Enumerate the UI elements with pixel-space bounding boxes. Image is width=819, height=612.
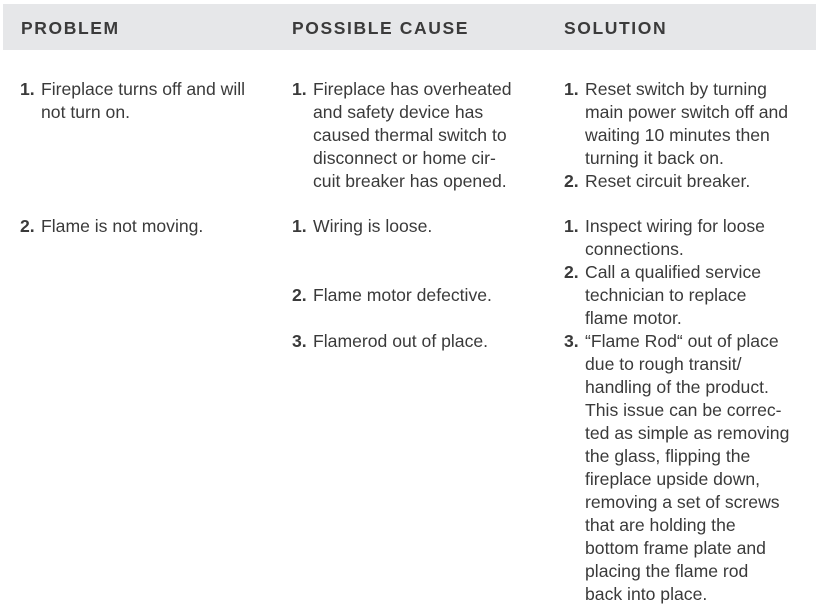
problem-item: [20, 215, 280, 238]
solution-text: Call a qualified service technician to replace flame motor.: [585, 262, 762, 328]
problem-text: Fireplace turns off and will not turn on.: [41, 79, 246, 122]
header-possible-cause: POSSIBLE CAUSE: [292, 18, 470, 38]
cause-item: [292, 78, 557, 193]
header-problem: PROBLEM: [21, 18, 120, 38]
problem-number: 1.: [20, 79, 35, 99]
cause-number: 1.: [292, 216, 307, 236]
cause-text: Wiring is loose.: [313, 216, 433, 236]
header-solution: SOLUTION: [564, 18, 668, 38]
cause-item: [292, 284, 557, 307]
solution-number: 2.: [564, 262, 579, 282]
cause-item: [292, 215, 557, 238]
cause-text: Flamerod out of place.: [313, 331, 489, 351]
solution-item: [564, 215, 816, 261]
cause-text: Flame motor defective.: [313, 285, 492, 305]
solution-item: [564, 330, 816, 606]
solution-text: Inspect wiring for loose connections.: [585, 216, 765, 259]
problem-text: Flame is not moving.: [41, 216, 204, 236]
cause-text: Fireplace has overheated and safety device has caused thermal switch to disconnect or home cir- cuit breaker has opened.: [313, 79, 512, 191]
solution-text: Reset circuit breaker.: [585, 171, 751, 191]
solution-number: 3.: [564, 331, 579, 351]
cause-number: 3.: [292, 331, 307, 351]
cause-number: 1.: [292, 79, 307, 99]
solution-number: 2.: [564, 171, 579, 191]
solution-item: [564, 170, 816, 193]
problem-item: [20, 78, 280, 124]
solution-item: [564, 261, 816, 330]
cause-number: 2.: [292, 285, 307, 305]
solution-item: [564, 78, 816, 170]
solution-number: 1.: [564, 216, 579, 236]
solution-text: Reset switch by turning main power switch off and waiting 10 minutes then turning it back on.: [585, 79, 789, 168]
cause-item: [292, 330, 557, 353]
problem-number: 2.: [20, 216, 35, 236]
solution-text: “Flame Rod“ out of place due to rough transit/ handling of the product. This issue can be correc- ted as simple as removing the glass, flipping the fireplace upside down, removing a set of screws that are holding the bottom frame plate and placing the flame rod back into place.: [585, 331, 790, 604]
solution-number: 1.: [564, 79, 579, 99]
